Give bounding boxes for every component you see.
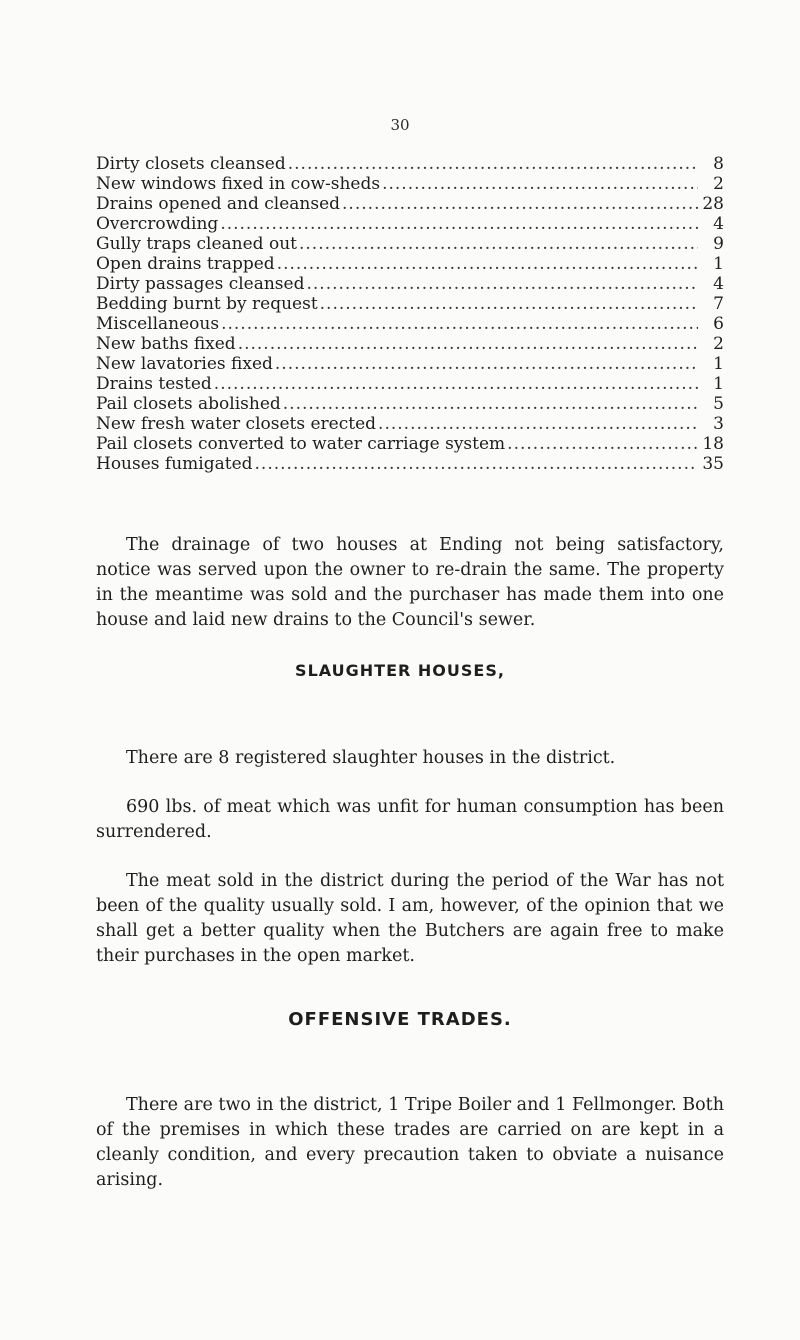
row-label: Drains tested <box>96 374 212 394</box>
dot-leader <box>378 414 698 434</box>
table-row <box>96 334 724 354</box>
row-value: 9 <box>713 234 724 254</box>
row-label: Drains opened and cleansed <box>96 194 341 214</box>
dot-leader <box>306 274 698 294</box>
row-value: 6 <box>713 314 724 334</box>
dot-leader <box>221 314 698 334</box>
row-label: Pail closets converted to water carriage system <box>96 434 506 454</box>
slaughter-paragraph: 690 lbs. of meat which was unfit for human consumption has been surrendered. <box>96 797 724 842</box>
table-row <box>96 234 724 254</box>
table-row <box>96 174 724 194</box>
slaughter-paragraph: The meat sold in the district during the period of the War has not been of the quality usually sold. I am, however, of the opinion that we shall get a better quality when the Butchers are again free to make their purchases in the open market. <box>96 871 724 966</box>
table-row <box>96 294 724 314</box>
row-label: Open drains trapped <box>96 254 275 274</box>
dot-leader <box>299 234 698 254</box>
row-value: 2 <box>713 174 724 194</box>
dot-leader <box>277 254 698 274</box>
table-row <box>96 214 724 234</box>
row-label: Dirty closets cleansed <box>96 154 286 174</box>
offensive-trades-heading: OFFENSIVE TRADES. <box>288 1009 512 1030</box>
row-label: New lavatories fixed <box>96 354 273 374</box>
row-value: 1 <box>713 374 724 394</box>
dot-leader <box>382 174 698 194</box>
table-row <box>96 414 724 434</box>
row-value: 35 <box>702 454 724 474</box>
row-label: Miscellaneous <box>96 314 220 334</box>
row-label: New baths fixed <box>96 334 236 354</box>
table-row <box>96 374 724 394</box>
dot-leader <box>288 154 698 174</box>
dot-leader <box>342 194 698 214</box>
dot-leader <box>320 294 698 314</box>
table-row <box>96 194 724 214</box>
page-number: 30 <box>390 116 410 134</box>
drainage-paragraph: The drainage of two houses at Ending not being satisfactory, notice was served upon the owner to re-drain the same. The property in the meantime was sold and the purchaser has made them into one house and laid new drains to the Council's sewer. <box>96 535 724 630</box>
table-row <box>96 454 724 474</box>
slaughter-paragraph: There are 8 registered slaughter houses in the district. <box>126 748 616 768</box>
row-value: 4 <box>713 274 724 294</box>
dot-leader <box>507 434 698 454</box>
row-label: Gully traps cleaned out <box>96 234 297 254</box>
dot-leader <box>275 354 698 374</box>
summary-table <box>96 154 724 474</box>
row-label: Overcrowding <box>96 214 219 234</box>
row-label: New windows fixed in cow-sheds <box>96 174 381 194</box>
dot-leader <box>238 334 698 354</box>
row-value: 4 <box>713 214 724 234</box>
table-row <box>96 434 724 454</box>
slaughter-houses-heading: SLAUGHTER HOUSES, <box>295 661 505 680</box>
dot-leader <box>220 214 698 234</box>
dot-leader <box>255 454 698 474</box>
table-row <box>96 314 724 334</box>
row-value: 3 <box>713 414 724 434</box>
row-label: Pail closets abolished <box>96 394 281 414</box>
dot-leader <box>283 394 698 414</box>
row-label: Dirty passages cleansed <box>96 274 305 294</box>
table-row <box>96 354 724 374</box>
row-value: 28 <box>702 194 724 214</box>
row-value: 2 <box>713 334 724 354</box>
table-row <box>96 154 724 174</box>
table-row <box>96 274 724 294</box>
dot-leader <box>214 374 698 394</box>
row-value: 8 <box>713 154 724 174</box>
offensive-trades-paragraph: There are two in the district, 1 Tripe Boiler and 1 Fellmonger. Both of the premises in which these trades are carried on are kept in a cleanly condition, and every precaution taken to obviate a nuisance arising. <box>96 1095 724 1190</box>
row-label: New fresh water closets erected <box>96 414 377 434</box>
row-value: 1 <box>713 354 724 374</box>
row-value: 18 <box>702 434 724 454</box>
row-value: 7 <box>713 294 724 314</box>
table-row <box>96 254 724 274</box>
row-value: 1 <box>713 254 724 274</box>
row-label: Bedding burnt by request <box>96 294 318 314</box>
table-row <box>96 394 724 414</box>
row-label: Houses fumigated <box>96 454 253 474</box>
row-value: 5 <box>713 394 724 414</box>
